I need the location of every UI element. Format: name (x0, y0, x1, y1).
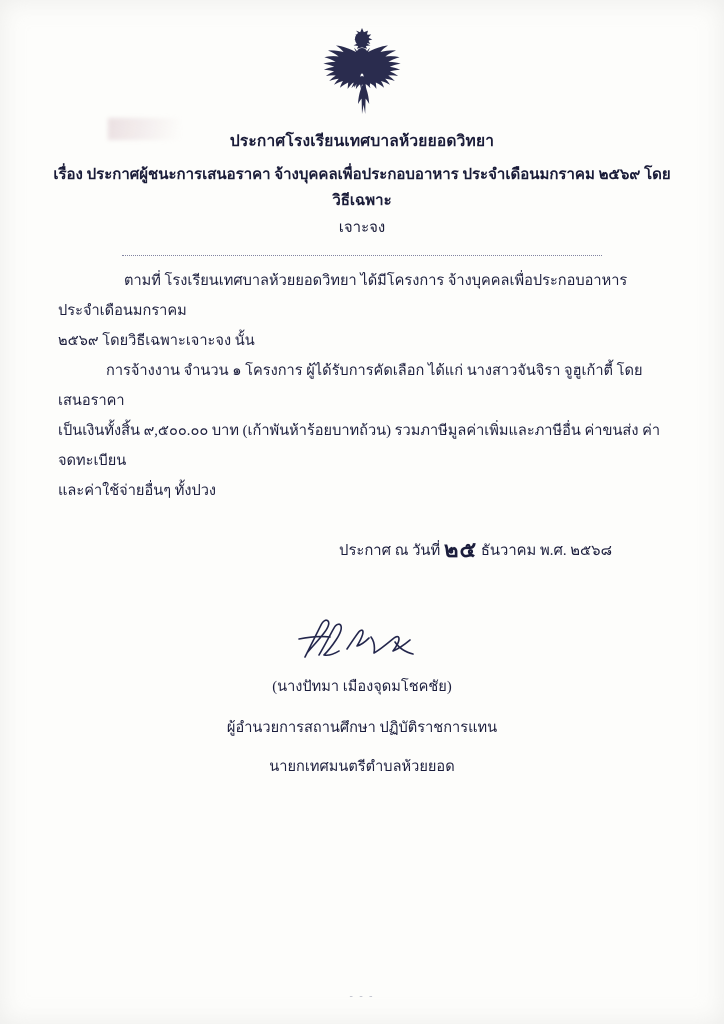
signer-role-line-2: นายกเทศมนตรีตำบลห้วยยอด (269, 759, 455, 775)
signer-name: (นางปัทมา เมืองจุดมโชคชัย) (272, 679, 452, 695)
signature-block (0, 613, 724, 778)
document-content (0, 128, 724, 778)
divider-dotted (122, 255, 602, 256)
announce-day: ๒๕ (444, 537, 478, 562)
subject-text-line2: เจาะจง (338, 220, 386, 236)
subject-text: ประกาศผู้ชนะการเสนอราคา จ้างบุคคลเพื่อประกอบอาหาร ประจำเดือนมกราคม ๒๕๖๙ โดยวิธีเฉพาะ (86, 167, 671, 209)
handwritten-signature-icon (287, 613, 437, 667)
page-title: ประกาศโรงเรียนเทศบาลห้วยยอดวิทยา (229, 133, 495, 150)
paragraph-2-line-1: การจ้างงาน จำนวน ๑ โครงการ ผู้ได้รับการคัดเลือก ได้แก่ นางสาวจันจิรา จูฮูเก้าตี้ โดยเสนอราคา (58, 363, 643, 409)
subject-label: เรื่อง (53, 167, 83, 183)
footer-mark: - - - (349, 991, 375, 1002)
announce-month-year: ธันวาคม พ.ศ. ๒๕๖๘ (480, 543, 612, 559)
announce-date (0, 532, 724, 567)
paragraph-1 (0, 266, 724, 356)
garuda-emblem (0, 28, 724, 124)
paragraph-2-line-2: เป็นเงินทั้งสิ้น ๙,๕๐๐.๐๐ บาท (เก้าพันห้าร้อยบาทถ้วน) รวมภาษีมูลค่าเพิ่มและภาษีอื่น ค่าขนส่ง ค่าจดทะเบียน (58, 423, 661, 469)
subject-block (0, 162, 724, 241)
paragraph-2 (0, 356, 724, 506)
announce-prefix: ประกาศ ณ วันที่ (339, 543, 441, 559)
paragraph-1-line-1: ตามที่ โรงเรียนเทศบาลห้วยยอดวิทยา ได้มีโครงการ จ้างบุคคลเพื่อประกอบอาหาร ประจำเดือนมกราคม (58, 273, 628, 319)
paragraph-2-line-3: และค่าใช้จ่ายอื่นๆ ทั้งปวง (58, 483, 217, 499)
signer-role-line-1: ผู้อำนวยการสถานศึกษา ปฏิบัติราชการแทน (226, 720, 498, 736)
paragraph-1-line-2: ๒๕๖๙ โดยวิธีเฉพาะเจาะจง นั้น (58, 333, 255, 349)
